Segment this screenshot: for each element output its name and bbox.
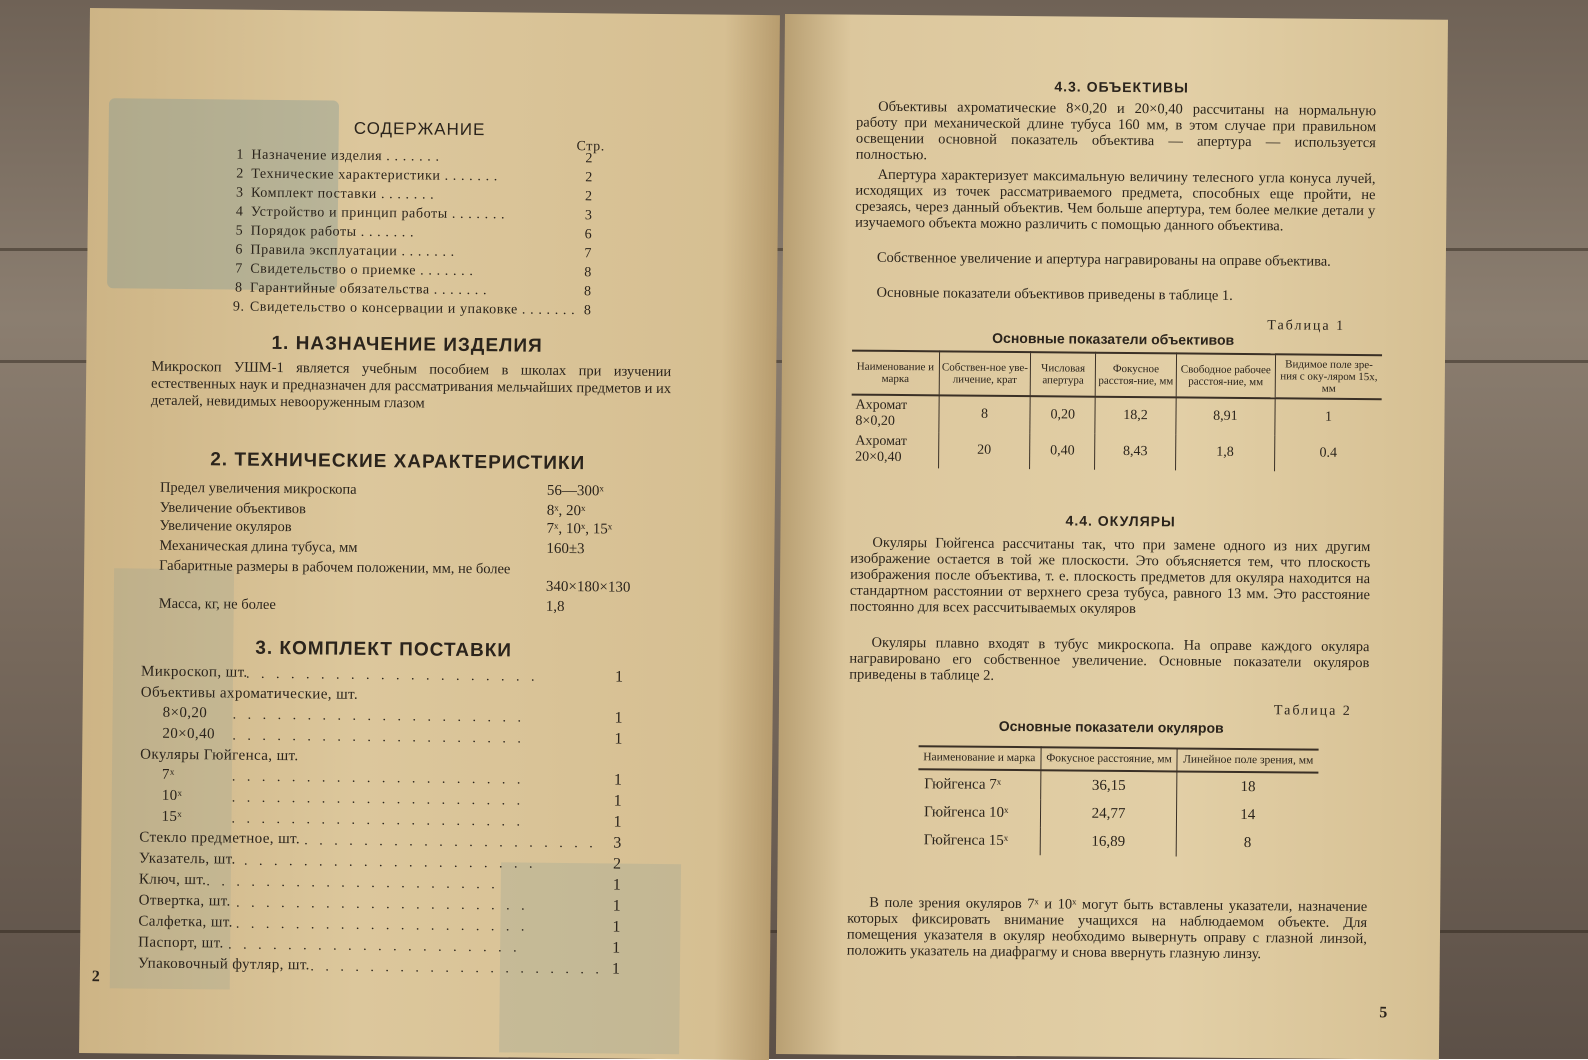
toc-item-label: Свидетельство о приемке . . . . . . . [250,261,474,280]
toc-item-number: 3 [235,185,244,201]
toc-item-number: 7 [235,261,243,277]
table2-header-cell: Наименование и марка [923,751,1036,765]
toc-item-label: Устройство и принцип работы . . . . . . . [250,204,506,223]
table1-cell: 0,20 [1030,396,1096,434]
table1-cell: Ахромат 8×0,20 [855,397,908,429]
kit-item-qty: 3 [613,834,622,852]
toc-item-page: 2 [585,151,594,167]
spec-value: 1,8 [545,598,565,616]
table2-cell: 8 [1177,828,1318,857]
kit-item-qty: 1 [612,876,621,894]
table1-cell: 18,2 [1095,397,1176,435]
table1-label: Таблица 1 [1267,318,1346,334]
spec-value: 340×180×130 [545,578,631,596]
kit-item-qty: 1 [611,960,621,978]
kit-item-dots: . . . . . . . . . . . . . . . . . . . . [232,707,526,726]
section-4-3-paragraph-4: Основные показатели объективов приведены в таблице 1. [876,284,1233,304]
kit-item-label: Окуляры Гюйгенса, шт. [140,746,299,765]
toc-item-page: 7 [584,246,593,262]
kit-item-label: 10ˣ [161,787,183,805]
spec-label: Габаритные размеры в рабочем положении, мм, не более [159,557,511,578]
spec-label: Увеличение объективов [159,499,306,518]
table2-cell: 36,15 [1040,770,1177,800]
kit-item-qty: 1 [614,709,623,727]
table2-row [918,798,1318,829]
kit-item-label: Объективы ахроматические, шт. [140,684,359,703]
spec-label: Увеличение окуляров [159,517,292,536]
kit-item-qty: 1 [613,792,622,810]
kit-item-dots: . . . . . . . . . . . . . . . . . . . . [231,811,525,830]
kit-item-label: 15ˣ [161,808,183,826]
table1-cell: 8,43 [1095,434,1176,471]
objectives-table [851,350,1382,473]
toc-item-page: 3 [584,208,593,224]
kit-item-label: 7ˣ [161,766,175,783]
kit-item-label: Указатель, шт. [139,850,236,868]
spec-label: Масса, кг, не более [158,595,276,613]
toc-item-number: 2 [236,166,244,182]
toc-item-label: Комплект поставки . . . . . . . [250,185,435,203]
toc-item-label: Гарантийные обязательства . . . . . . . [249,280,488,299]
table1-header-cell: Видимое поле зре-ния с оку-ляром 15х, мм [1275,354,1382,399]
kit-item-label: 20×0,40 [162,725,216,743]
toc-item-label: Правила эксплуатации . . . . . . . [250,242,455,260]
table2-cell: 18 [1177,771,1318,801]
table2-cell: 14 [1177,800,1318,829]
table1-cell: 8,91 [1175,397,1275,435]
kit-item-qty: 1 [613,771,623,789]
spec-value: 7ˣ, 10ˣ, 15ˣ [546,520,613,538]
kit-item-dots: . . . . . . . . . . . . . . . . . . . . [228,937,521,956]
kit-item-label: Стекло предметное, шт. [139,829,301,848]
toc-item-page: 2 [585,170,593,186]
toc-item-label: Порядок работы . . . . . . . [250,223,415,241]
kit-item-label: Упаковочный футляр, шт. [137,955,310,974]
section2-title: 2. ТЕХНИЧЕСКИЕ ХАРАКТЕРИСТИКИ [210,449,586,475]
kit-item-dots: . . . . . . . . . . . . . . . . . . . . [236,895,529,914]
eyepieces-table [918,745,1319,857]
section-4-3-paragraph-1: Объективы ахроматические 8×0,20 и 20×0,40 рассчитаны на нормальную работу при механической длине тубуса 160 мм, в этом случае при правильном освещении основной показатель объектива — апертура — используется полностью. [855,98,1377,164]
table2-cell: Гюйгенса 15ˣ [923,831,1009,849]
page-number: 2 [91,968,100,986]
toc-item-number: 8 [234,280,243,296]
table2-row [918,826,1318,857]
kit-item-label: Ключ, шт. [138,871,207,889]
table1-cell: 0.4 [1275,435,1382,472]
toc-item-label: Назначение изделия . . . . . . . [251,147,440,165]
table1-header-cell: Собствен-ное уве-личение, крат [939,351,1030,396]
table1-header-cell: Числовая апертура [1030,352,1096,397]
table1-cell: 0,40 [1030,433,1096,470]
kit-item-dots: . . . . . . . . . . . . . . . . . . . . [243,853,537,872]
kit-item-dots: . . . . . . . . . . . . . . . . . . . . [206,874,499,893]
left-page [79,8,780,1060]
right-page [776,14,1448,1060]
toc-item-page: 2 [584,189,593,205]
toc-item-page: 8 [583,284,592,300]
kit-item-label: Салфетка, шт. [138,913,233,931]
table1-cell: Ахромат 20×0,40 [855,433,907,466]
kit-item-dots: . . . . . . . . . . . . . . . . . . . . [232,728,525,747]
toc-page-column-label: Стр. [576,139,605,155]
table2-cell: 16,89 [1040,827,1177,856]
toc-item-page: 8 [584,265,592,281]
section-4-4-paragraph-2: Окуляры плавно входят в тубус микроскопа. На оправе каждого окуляра награвировано его собственное увеличение. Основные показатели окуляров приведены в таблице 2. [849,634,1370,684]
table2-header-cell: Линейное поле зрения, мм [1177,748,1318,772]
spec-label: Предел увеличения микроскопа [159,479,357,498]
kit-item-label: Микроскоп, шт. [140,663,248,681]
toc-title: СОДЕРЖАНИЕ [353,118,486,140]
toc-item-number: 4 [235,204,244,220]
section-4-3-paragraph-3: Собственное увеличение и апертура награвированы на оправе объектива. [876,249,1331,270]
kit-item-label: Паспорт, шт. [138,934,224,952]
table1-caption: Основные показатели объективов [992,329,1235,348]
table1-cell: 8 [939,395,1030,433]
table2-cell: Гюйгенса 10ˣ [923,803,1009,821]
kit-item-label: Отвертка, шт. [138,892,231,910]
toc-item-page: 8 [583,303,592,319]
spec-value: 160±3 [546,540,585,558]
spec-value: 56—300ˣ [546,482,604,500]
kit-item-qty: 1 [612,918,621,936]
kit-item-qty: 1 [613,813,622,831]
toc-item-number: 6 [235,242,244,258]
spec-label: Механическая длина тубуса, мм [159,537,358,556]
table2-label: Таблица 2 [1273,703,1352,719]
kit-item-qty: 1 [614,730,623,748]
section-4-4-title: 4.4. ОКУЛЯРЫ [1065,512,1176,530]
toc-item-number: 9. [232,299,245,315]
section1-text: Микроскоп УШМ-1 является учебным пособием в школах при изучении естественных наук и предназначен для рассматривания мельчайших предметов и их деталей, невидимых невооруженным глазом [150,358,672,412]
kit-item-qty: 1 [612,939,621,957]
table1-row [851,432,1381,473]
kit-item-label: 8×0,20 [162,704,208,722]
table2-caption: Основные показатели окуляров [998,717,1224,736]
table1-header-cell: Свободное рабочее расстоя-ние, мм [1176,353,1276,398]
section3-title: 3. КОМПЛЕКТ ПОСТАВКИ [255,637,513,662]
table1-header-cell: Наименование и марка [856,360,935,386]
kit-item-dots: . . . . . . . . . . . . . . . . . . . . [231,790,525,809]
kit-item-qty: 1 [614,668,624,686]
section-4-3-title: 4.3. ОБЪЕКТИВЫ [1054,78,1189,96]
table1-cell: 1,8 [1175,434,1275,471]
table1-cell: 1 [1275,398,1382,436]
table1-row [851,395,1381,437]
page-number: 5 [1379,1004,1388,1022]
table1-cell: 20 [939,432,1030,469]
table2-cell: 24,77 [1040,799,1177,828]
toc-item-label: Технические характеристики . . . . . . . [251,166,499,185]
table2-row [918,769,1318,801]
toc-item-number: 1 [236,147,245,163]
section1-title: 1. НАЗНАЧЕНИЕ ИЗДЕЛИЯ [271,332,543,357]
kit-item-dots: . . . . . . . . . . . . . . . . . . . . [235,916,529,935]
toc-item-page: 6 [584,227,593,243]
spec-value: 8ˣ, 20ˣ [546,502,586,520]
table2-cell: Гюйгенса 7ˣ [924,775,1002,793]
table2-header-cell: Фокусное расстояние, мм [1041,747,1178,771]
section-4-4-paragraph-1: Окуляры Гюйгенса рассчитаны так, что при замене одного из них другим изображение остается в той же плоскости. Это объясняется тем, что плоскость изображения после объектива, т. е. плоскость предметов для окуляра находится на стандартном расстоянии от верхнего среза тубуса, равного 13 мм. Это расстояние постоянно для всех рассчитываемых окуляров [849,534,1371,618]
table1-header-cell: Фокусное расстоя-ние, мм [1096,353,1177,398]
toc-item-label: Свидетельство о консервации и упаковке . . . . . . . [249,299,576,319]
kit-item-dots: . . . . . . . . . . . . . . . . . . . . [310,959,604,978]
toc-item-number: 5 [235,223,244,239]
kit-item-dots: . . . . . . . . . . . . . . . . . . . . [304,833,597,852]
kit-item-dots: . . . . . . . . . . . . . . . . . . . . [245,666,539,685]
kit-item-qty: 2 [612,855,622,873]
kit-item-qty: 1 [612,897,621,915]
final-paragraph: В поле зрения окуляров 7ˣ и 10ˣ могут быть вставлены указатели, назначение которых фиксировать внимание учащихся на наблюдаемом объекте. Для помещения указателя в окуляр необходимо вывернуть оправу с глазной линзой, положить указатель на диафрагму и снова ввернуть глазную линзу. [846,894,1368,963]
section-4-3-paragraph-2: Апертура характеризует максимальную величину телесного угла конуса лучей, исходящих из точек рассматриваемого предмета, способных еще пройти, не срезаясь, через данный объектив. Чем больше апертура, тем более мелкие детали у изучаемого объекта можно различить с помощью данного объектива. [855,166,1376,235]
kit-item-dots: . . . . . . . . . . . . . . . . . . . . [231,769,525,788]
